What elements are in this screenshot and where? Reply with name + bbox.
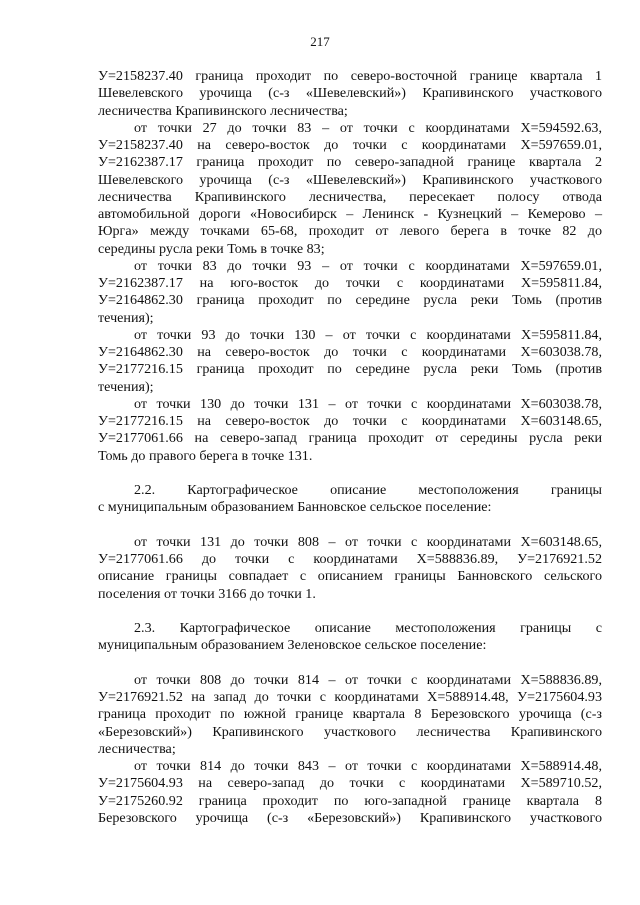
text-line: У=2175604.93 на северо-запад до точки с координатами Х=589710.52, bbox=[98, 775, 602, 792]
text-line: Березовского урочища (с-з «Березовский») Крапивинского участкового bbox=[98, 809, 602, 826]
text-line: от точки 83 до точки 93 – от точки с координатами Х=597659.01, bbox=[134, 257, 602, 274]
text-line: У=2177216.15 граница проходит по середине русла реки Томь (против bbox=[98, 361, 602, 378]
text-line: лесничества Крапивинского лесничества; bbox=[98, 102, 348, 119]
text-line: У=2177061.66 на северо-запад граница проходит от середины русла реки bbox=[98, 430, 602, 447]
paragraph-gap bbox=[98, 655, 602, 672]
paragraph-gap bbox=[98, 517, 602, 534]
text-line: Томь до правого берега в точке 131. bbox=[98, 447, 313, 464]
text-line: граница проходит по южной границе квартала 8 Березовского урочища (с-з bbox=[98, 706, 602, 723]
text-line: от точки 27 до точки 83 – от точки с координатами Х=594592.63, bbox=[134, 119, 602, 136]
text-line: течения); bbox=[98, 309, 154, 326]
text-line: от точки 814 до точки 843 – от точки с координатами Х=588914.48, bbox=[134, 758, 602, 774]
text-line: У=2158237.40 граница проходит по северо-восточной границе квартала 1 bbox=[98, 68, 602, 84]
text-line: поселения от точки 3166 до точки 1. bbox=[98, 585, 316, 602]
text-line: середины русла реки Томь в точке 83; bbox=[98, 240, 325, 257]
text-line: «Березовский») Крапивинского участкового лесничества Крапивинского bbox=[98, 723, 602, 740]
text-line: течения); bbox=[98, 378, 154, 395]
text-line: от точки 130 до точки 131 – от точки с координатами Х=603038.78, bbox=[134, 395, 602, 412]
text-line: У=2175260.92 граница проходит по юго-западной границе квартала 8 bbox=[98, 792, 602, 809]
text-line: автомобильной дороги «Новосибирск – Ленинск - Кузнецкий – Кемерово – bbox=[98, 206, 602, 222]
text-line: от точки 93 до точки 130 – от точки с координатами Х=595811.84, bbox=[134, 326, 602, 343]
text-line: лесничества; bbox=[98, 740, 176, 757]
paragraph-gap bbox=[98, 603, 602, 620]
text-line: Шевелевского урочища (с-з «Шевелевский») Крапивинского участкового bbox=[98, 171, 602, 188]
text-line: 2.2. Картографическое описание местоположения границы bbox=[134, 482, 602, 498]
text-line: У=2162387.17 граница проходит по северо-западной границе квартала 2 bbox=[98, 154, 602, 171]
page-number: 217 bbox=[310, 34, 330, 49]
text-line: от точки 131 до точки 808 – от точки с координатами Х=603148.65, bbox=[134, 533, 602, 550]
document-body bbox=[98, 68, 602, 827]
text-line: лесничества Крапивинского лесничества, пересекает полосу отвода bbox=[98, 188, 602, 205]
text-line: Шевелевского урочища (с-з «Шевелевский») Крапивинского участкового bbox=[98, 85, 602, 102]
text-line: У=2176921.52 на запад до точки с координатами Х=588914.48, У=2175604.93 bbox=[98, 689, 602, 705]
paragraph-gap bbox=[98, 465, 602, 482]
text-line: описание границы совпадает с описанием границы Банновского сельского bbox=[98, 568, 602, 585]
text-line: У=2164862.30 граница проходит по середине русла реки Томь (против bbox=[98, 292, 602, 309]
text-line: У=2158237.40 на северо-восток до точки с координатами Х=597659.01, bbox=[98, 137, 602, 153]
text-line: У=2164862.30 на северо-восток до точки с координатами Х=603038.78, bbox=[98, 344, 602, 360]
text-line: 2.3. Картографическое описание местоположения границы с bbox=[134, 620, 602, 636]
text-line: от точки 808 до точки 814 – от точки с координатами Х=588836.89, bbox=[134, 671, 602, 688]
text-line: Юрга» между точками 65-68, проходит от левого берега в точке 82 до bbox=[98, 223, 602, 240]
text-line: У=2177061.66 до точки с координатами Х=588836.89, У=2176921.52 bbox=[98, 551, 602, 567]
text-line: У=2162387.17 на юго-восток до точки с координатами Х=595811.84, bbox=[98, 275, 602, 291]
text-line: муниципальным образованием Зеленовское сельское поселение: bbox=[98, 637, 487, 654]
text-line: с муниципальным образованием Банновское сельское поселение: bbox=[98, 499, 492, 516]
text-line: У=2177216.15 на северо-восток до точки с координатами Х=603148.65, bbox=[98, 413, 602, 429]
